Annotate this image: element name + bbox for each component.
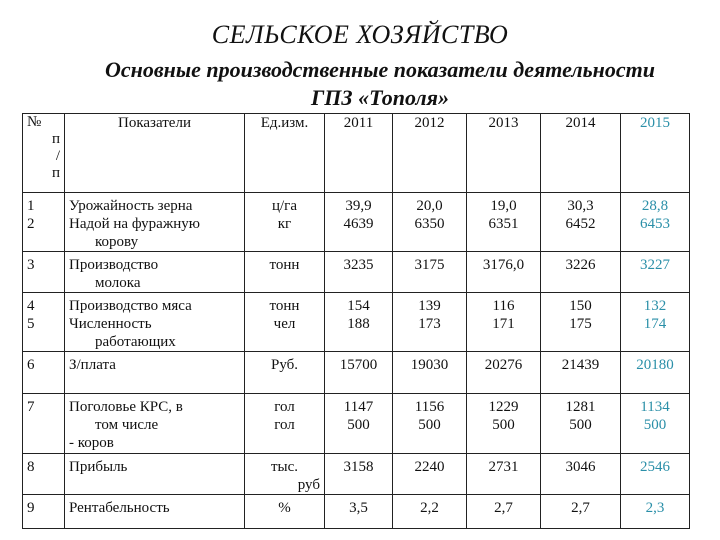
value: 154 — [347, 298, 370, 314]
row-number: 8 — [27, 459, 35, 475]
subtitle-line-2: ГПЗ «Тополя» — [310, 85, 450, 110]
value: 6452 — [565, 216, 596, 232]
value-cell-2012 — [393, 454, 467, 495]
row-number: 7 — [27, 399, 35, 415]
indicator-name: Производство — [69, 257, 159, 273]
value-cell-2015 — [621, 193, 690, 252]
row-number: 5 — [27, 316, 35, 332]
value: 3046 — [565, 459, 596, 475]
indicator-name-cont: молока — [95, 275, 141, 291]
value: 1134 — [640, 399, 670, 415]
header-unit: Ед.изм. — [245, 114, 325, 193]
value-cell-2013 — [467, 293, 541, 352]
value: 500 — [569, 417, 592, 433]
indicator-name: Прибыль — [69, 459, 128, 475]
value: 1147 — [343, 399, 374, 415]
value: 2,7 — [494, 500, 513, 516]
value: 19,0 — [490, 198, 517, 214]
value: 174 — [643, 316, 667, 332]
value: 150 — [569, 298, 592, 314]
value-cell-2015 — [621, 352, 690, 394]
row-num-cell — [23, 193, 65, 252]
value-cell-2015 — [621, 495, 690, 529]
page-subtitle — [40, 56, 720, 112]
row-num-cell — [23, 352, 65, 394]
row-num-cell — [23, 293, 65, 352]
value: 39,9 — [345, 198, 372, 214]
value-cell-2015 — [621, 454, 690, 495]
table-row — [23, 352, 690, 394]
value-cell-2011 — [325, 252, 393, 293]
unit-value: кг — [277, 216, 292, 232]
value-cell-2012 — [393, 252, 467, 293]
subtitle-line-1: Основные производственные показатели деятельности — [104, 57, 656, 82]
indicator-name-cont: том числе — [95, 417, 159, 433]
value: 6351 — [488, 216, 519, 232]
unit-value: чел — [273, 316, 296, 332]
value: 500 — [492, 417, 515, 433]
indicator-name: З/плата — [69, 357, 116, 373]
indicator-name: Производство мяса — [69, 298, 192, 314]
unit-value: Руб. — [270, 357, 299, 373]
value-cell-2013 — [467, 352, 541, 394]
value-cell-2014 — [541, 495, 621, 529]
value: 3226 — [565, 257, 596, 273]
value-cell-2011 — [325, 293, 393, 352]
value-cell-2011 — [325, 495, 393, 529]
unit-cell — [245, 193, 325, 252]
value: 30,3 — [567, 198, 594, 214]
header-num-line: п — [51, 165, 60, 181]
unit-value: ц/га — [271, 198, 297, 214]
value: 171 — [492, 316, 515, 332]
value-cell-2015 — [621, 252, 690, 293]
row-number: 3 — [27, 257, 35, 273]
unit-value: гол — [274, 399, 295, 415]
unit-cell — [245, 394, 325, 454]
value: 132 — [643, 298, 667, 314]
value-cell-2013 — [467, 252, 541, 293]
value-cell-2014 — [541, 454, 621, 495]
header-indicator: Показатели — [65, 114, 245, 193]
header-num — [23, 114, 65, 193]
row-num-cell — [23, 454, 65, 495]
unit-value: руб — [297, 477, 320, 493]
value-cell-2013 — [467, 193, 541, 252]
indicator-cell — [65, 193, 245, 252]
value: 20,0 — [416, 198, 443, 214]
value: 175 — [569, 316, 592, 332]
indicators-table — [22, 113, 690, 529]
value: 500 — [418, 417, 441, 433]
value: 15700 — [339, 357, 378, 373]
value: 3235 — [343, 257, 374, 273]
indicator-cell — [65, 352, 245, 394]
table-row — [23, 394, 690, 454]
value: 4639 — [343, 216, 374, 232]
unit-cell — [245, 495, 325, 529]
indicator-cell — [65, 454, 245, 495]
value: 1281 — [565, 399, 596, 415]
value-cell-2014 — [541, 352, 621, 394]
value-cell-2014 — [541, 193, 621, 252]
header-year-2014: 2014 — [541, 114, 621, 193]
table-row — [23, 252, 690, 293]
value: 1156 — [414, 399, 445, 415]
indicator-name-cont: работающих — [95, 334, 176, 350]
value-cell-2014 — [541, 394, 621, 454]
value-cell-2011 — [325, 454, 393, 495]
unit-cell — [245, 252, 325, 293]
row-number: 4 — [27, 298, 35, 314]
indicator-subitem: - коров — [69, 435, 114, 451]
header-year-2013: 2013 — [467, 114, 541, 193]
value: 3227 — [640, 257, 670, 273]
page-title: СЕЛЬСКОЕ ХОЗЯЙСТВО — [211, 20, 509, 49]
indicator-name: Поголовье КРС, в — [69, 399, 183, 415]
unit-cell — [245, 352, 325, 394]
table-row — [23, 293, 690, 352]
value-cell-2012 — [393, 394, 467, 454]
value: 2240 — [414, 459, 445, 475]
value: 3176,0 — [482, 257, 525, 273]
indicator-name-cont: корову — [95, 234, 139, 250]
value-cell-2014 — [541, 293, 621, 352]
value: 3175 — [414, 257, 445, 273]
header-year-2015: 2015 — [621, 114, 690, 193]
table-row — [23, 193, 690, 252]
value-cell-2013 — [467, 454, 541, 495]
row-num-cell — [23, 495, 65, 529]
value-cell-2011 — [325, 394, 393, 454]
value-cell-2015 — [621, 293, 690, 352]
indicator-name: Надой на фуражную — [69, 216, 200, 232]
indicator-cell — [65, 394, 245, 454]
value-cell-2012 — [393, 352, 467, 394]
value: 3,5 — [349, 500, 368, 516]
indicator-name: Урожайность зерна — [69, 198, 193, 214]
row-number: 1 — [27, 198, 35, 214]
unit-cell — [245, 293, 325, 352]
value-cell-2012 — [393, 495, 467, 529]
value: 2731 — [488, 459, 519, 475]
value: 2,2 — [420, 500, 439, 516]
row-number: 9 — [27, 500, 35, 516]
value: 116 — [492, 298, 515, 314]
value-cell-2013 — [467, 394, 541, 454]
indicator-cell — [65, 495, 245, 529]
table-row — [23, 495, 690, 529]
unit-value: % — [278, 500, 291, 516]
value: 2,7 — [571, 500, 590, 516]
value: 28,8 — [641, 198, 669, 214]
value-cell-2015 — [621, 394, 690, 454]
indicator-cell — [65, 293, 245, 352]
value-cell-2013 — [467, 495, 541, 529]
header-num-line: п — [51, 131, 60, 147]
table-header-row — [23, 114, 690, 193]
indicator-name: Численность — [69, 316, 152, 332]
header-year-2012: 2012 — [393, 114, 467, 193]
row-number: 6 — [27, 357, 35, 373]
value: 500 — [347, 417, 370, 433]
value: 6453 — [640, 216, 670, 232]
unit-value: тонн — [269, 298, 300, 314]
header-year-2011: 2011 — [325, 114, 393, 193]
indicator-cell — [65, 252, 245, 293]
table-row — [23, 454, 690, 495]
unit-value: гол — [274, 417, 295, 433]
value-cell-2012 — [393, 193, 467, 252]
row-num-cell — [23, 252, 65, 293]
value: 6350 — [414, 216, 445, 232]
value: 20180 — [636, 357, 674, 373]
value-cell-2011 — [325, 193, 393, 252]
row-num-cell — [23, 394, 65, 454]
value: 19030 — [410, 357, 449, 373]
unit-value: тонн — [269, 257, 300, 273]
value-cell-2012 — [393, 293, 467, 352]
value: 1229 — [488, 399, 519, 415]
unit-value: тыс. — [270, 459, 299, 475]
row-number: 2 — [27, 216, 35, 232]
unit-cell — [245, 454, 325, 495]
value: 139 — [418, 298, 441, 314]
value: 21439 — [561, 357, 600, 373]
indicator-name: Рентабельность — [69, 500, 170, 516]
value: 500 — [643, 417, 667, 433]
value: 2,3 — [645, 500, 665, 516]
value: 20276 — [484, 357, 523, 373]
header-num-line: № — [27, 114, 42, 130]
value: 173 — [418, 316, 441, 332]
value: 2546 — [640, 459, 670, 475]
table-body — [23, 193, 690, 529]
value: 188 — [347, 316, 370, 332]
value: 3158 — [343, 459, 374, 475]
value-cell-2011 — [325, 352, 393, 394]
header-num-line: / — [55, 148, 60, 164]
value-cell-2014 — [541, 252, 621, 293]
